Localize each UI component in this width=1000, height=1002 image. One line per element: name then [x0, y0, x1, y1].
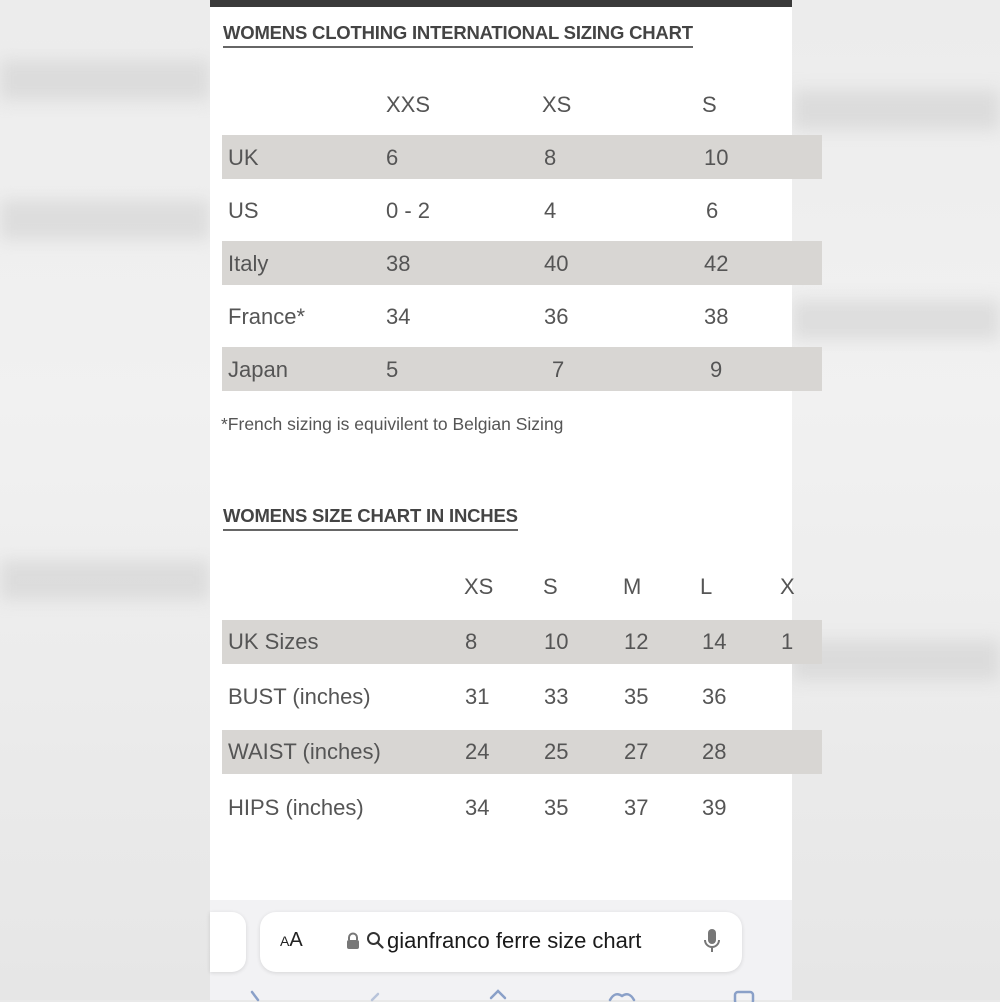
bookmarks-icon[interactable]: [607, 988, 637, 1002]
table-cell: 1: [781, 629, 794, 654]
row-label: Italy: [228, 251, 269, 276]
table-cell: 36: [544, 304, 569, 329]
search-icon: [366, 931, 384, 949]
french-sizing-note: *French sizing is equivilent to Belgian Sizing: [221, 414, 564, 434]
back-icon[interactable]: [240, 988, 270, 1002]
table2-header-row: [222, 570, 822, 606]
lock-icon: [346, 932, 360, 950]
table-cell: 27: [624, 739, 649, 764]
table-cell: 42: [704, 251, 729, 276]
blurred-background-left: [0, 0, 210, 1000]
table1-header-cell: XXS: [386, 92, 431, 117]
table-cell: 35: [624, 684, 649, 709]
table-cell: 6: [706, 198, 719, 223]
table-row: [222, 294, 822, 338]
table-cell: 28: [702, 739, 727, 764]
blurred-background-right: [792, 0, 1000, 1000]
table-cell: 34: [465, 795, 490, 820]
row-label: Japan: [228, 357, 288, 382]
table-row: [222, 786, 822, 830]
table-cell: 8: [465, 629, 478, 654]
inches-chart-title: WOMENS SIZE CHART IN INCHES: [223, 505, 518, 531]
table2-header-cell: XS: [464, 574, 494, 599]
table-cell: 5: [386, 357, 399, 382]
table-cell: 4: [544, 198, 557, 223]
forward-icon[interactable]: [360, 988, 390, 1002]
table-cell: 38: [386, 251, 411, 276]
table-cell: 40: [544, 251, 569, 276]
microphone-icon[interactable]: [703, 928, 721, 954]
phone-screen: [210, 0, 795, 1000]
table-cell: 14: [702, 629, 727, 654]
table-cell: 36: [702, 684, 727, 709]
row-label: BUST (inches): [228, 684, 371, 709]
table-cell: 35: [544, 795, 569, 820]
table-cell: 6: [386, 145, 399, 170]
table-cell: 31: [465, 684, 490, 709]
table-row: [222, 730, 822, 774]
table-cell: 38: [704, 304, 729, 329]
row-label: HIPS (inches): [228, 795, 364, 820]
previous-tab-card[interactable]: [210, 912, 246, 972]
table1-header-cell: XS: [542, 92, 572, 117]
table1-header-cell: S: [702, 92, 717, 117]
row-label: US: [228, 198, 259, 223]
table-cell: 24: [465, 739, 490, 764]
table-cell: 7: [552, 357, 565, 382]
table2-header-cell: M: [623, 574, 642, 599]
table-cell: 33: [544, 684, 569, 709]
row-label: France*: [228, 304, 306, 329]
status-bar-edge: [210, 0, 792, 7]
table-cell: 8: [544, 145, 557, 170]
share-icon[interactable]: [483, 988, 513, 1002]
row-label: WAIST (inches): [228, 739, 381, 764]
table2-header-cell: X: [780, 574, 795, 599]
table1-header-row: [222, 88, 822, 124]
table-cell: 34: [386, 304, 411, 329]
table-row: [222, 135, 822, 179]
table-row: [222, 620, 822, 664]
table-cell: 9: [710, 357, 723, 382]
url-text: gianfranco ferre size chart: [387, 928, 642, 953]
table-row: [222, 241, 822, 285]
table-cell: 10: [704, 145, 729, 170]
text-size-button[interactable]: AA: [280, 929, 303, 951]
table-row: [222, 347, 822, 391]
table-cell: 10: [544, 629, 569, 654]
table-cell: 25: [544, 739, 569, 764]
table-row: [222, 188, 822, 232]
international-sizing-title: WOMENS CLOTHING INTERNATIONAL SIZING CHART: [223, 22, 693, 48]
table-cell: 12: [624, 629, 649, 654]
table-cell: 0 - 2: [386, 198, 431, 223]
address-bar[interactable]: [260, 912, 742, 972]
table-row: [222, 675, 822, 719]
row-label: UK Sizes: [228, 629, 319, 654]
table2-header-cell: S: [543, 574, 558, 599]
table-cell: 39: [702, 795, 727, 820]
table-cell: 37: [624, 795, 649, 820]
table2-header-cell: L: [700, 574, 713, 599]
tabs-icon[interactable]: [730, 988, 760, 1002]
row-label: UK: [228, 145, 259, 170]
